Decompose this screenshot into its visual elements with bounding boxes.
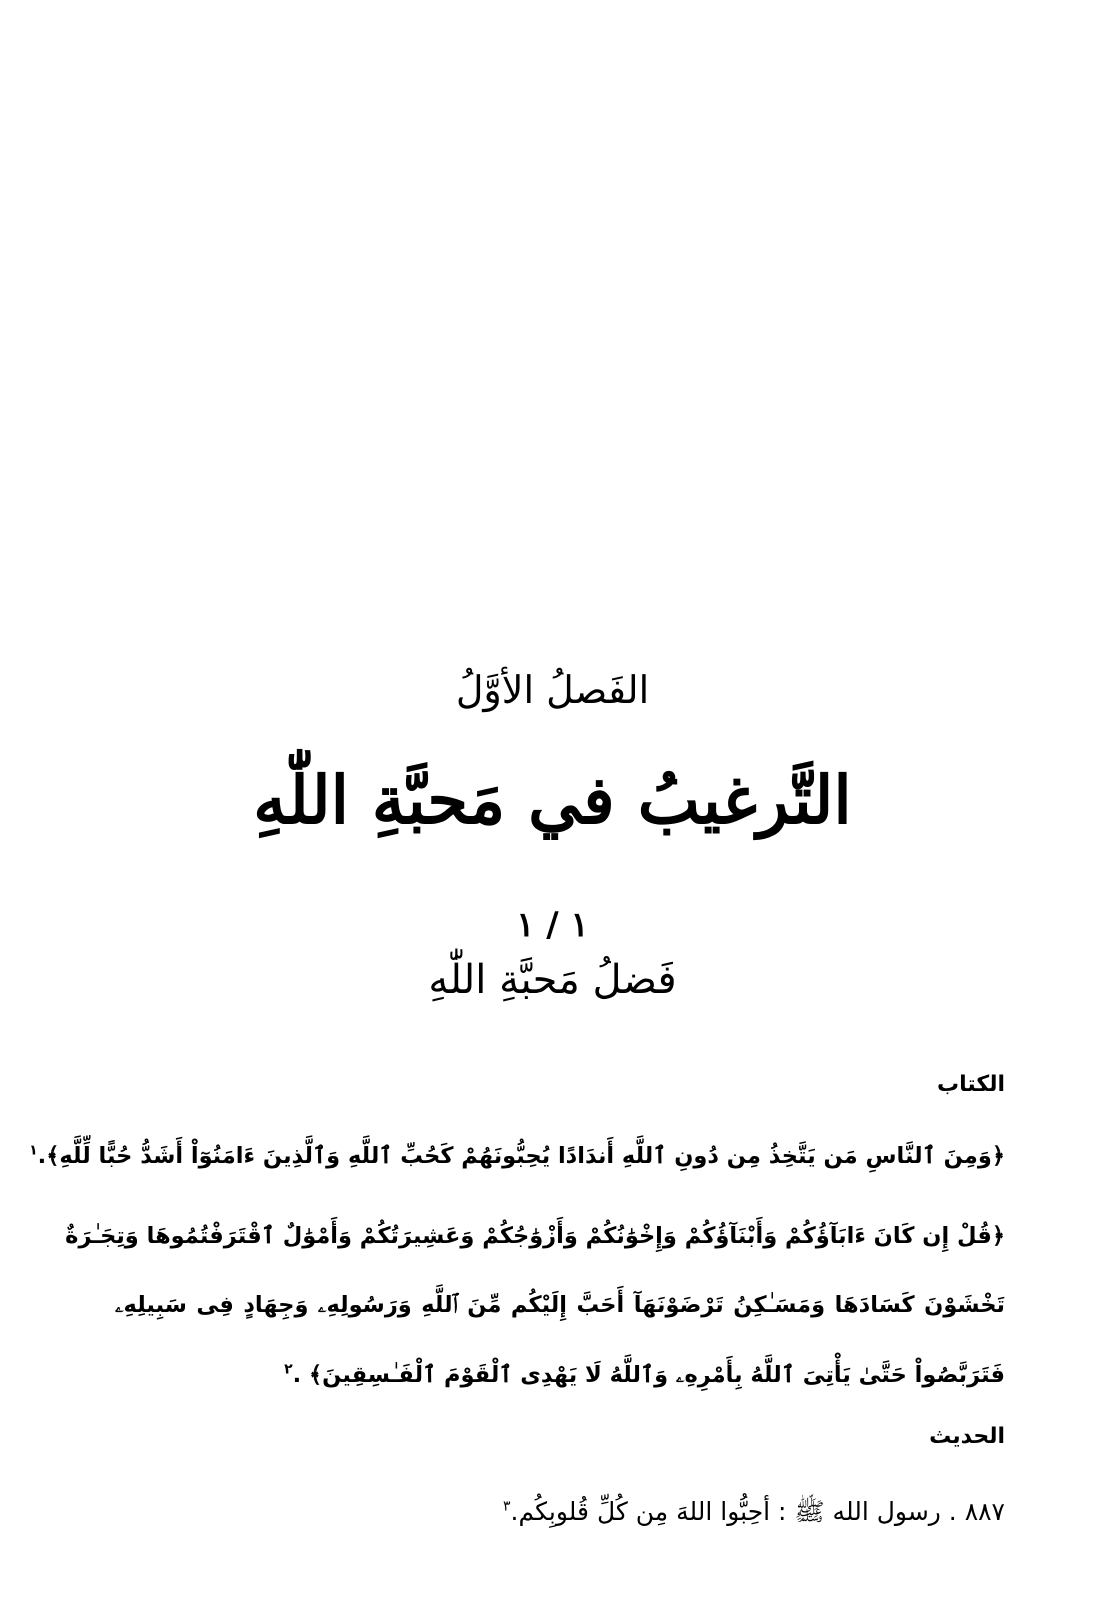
chapter-title: التَّرغيبُ في مَحبَّةِ اللّٰهِ bbox=[253, 761, 852, 839]
quran-verse-2-line-3 bbox=[115, 1355, 1005, 1395]
hadith-887-text: ٨٨٧ . رسول الله ﷺ : أحِبُّوا اللهَ مِن كُلِّ قُلوبِكُم. bbox=[510, 1497, 1005, 1526]
footnote-marker-2: ٢ bbox=[284, 1361, 293, 1378]
quran-verse-2-line-2: تَخْشَوْنَ كَسَادَهَا وَمَسَـٰكِنُ تَرْضَوْنَهَآ أَحَبَّ إِلَيْكُم مِّنَ ٱللَّهِ وَرَسُولِهِۦ وَجِهَادٍ فِى سَبِيلِهِۦ bbox=[115, 1292, 1005, 1318]
chapter-label: الفَصلُ الأوَّلُ bbox=[455, 668, 650, 712]
quran-verse-1 bbox=[29, 1136, 1005, 1176]
section-title: فَضلُ مَحبَّةِ اللّٰهِ bbox=[428, 957, 677, 1003]
footnote-marker-3: ٣ bbox=[502, 1498, 511, 1515]
footnote-marker-1: ١ bbox=[29, 1142, 38, 1159]
quran-verse-2-line-3-text: فَتَرَبَّصُواْ حَتَّىٰ يَأْتِىَ ٱللَّهُ بِأَمْرِهِۦ وَٱللَّهُ لَا يَهْدِى ٱلْقَوْمَ ٱلْفَـٰسِقِينَ﴾ . bbox=[292, 1362, 1005, 1388]
hadith-887 bbox=[503, 1490, 1005, 1534]
quran-verse-2-line-1: ﴿قُلْ إِن كَانَ ءَابَآؤُكُمْ وَأَبْنَآؤُكُمْ وَإِخْوَٰنُكُمْ وَأَزْوَٰجُكُمْ وَعَشِيرَتُكُمْ وَأَمْوَٰلٌ ٱقْتَرَفْتُمُوهَا وَتِجَـٰرَةٌ bbox=[65, 1223, 1005, 1249]
section-number: ١ / ١ bbox=[516, 905, 589, 945]
quran-verse-1-text: ﴿وَمِنَ ٱلنَّاسِ مَن يَتَّخِذُ مِن دُونِ ٱللَّهِ أَندَادًا يُحِبُّونَهُمْ كَحُبِّ ٱللَّهِ وَٱلَّذِينَ ءَامَنُوٓاْ أَشَدُّ حُبًّا لِّلَّهِ﴾. bbox=[37, 1143, 1005, 1169]
book-heading: الكتاب bbox=[937, 1072, 1005, 1097]
hadith-heading: الحديث bbox=[929, 1424, 1005, 1449]
